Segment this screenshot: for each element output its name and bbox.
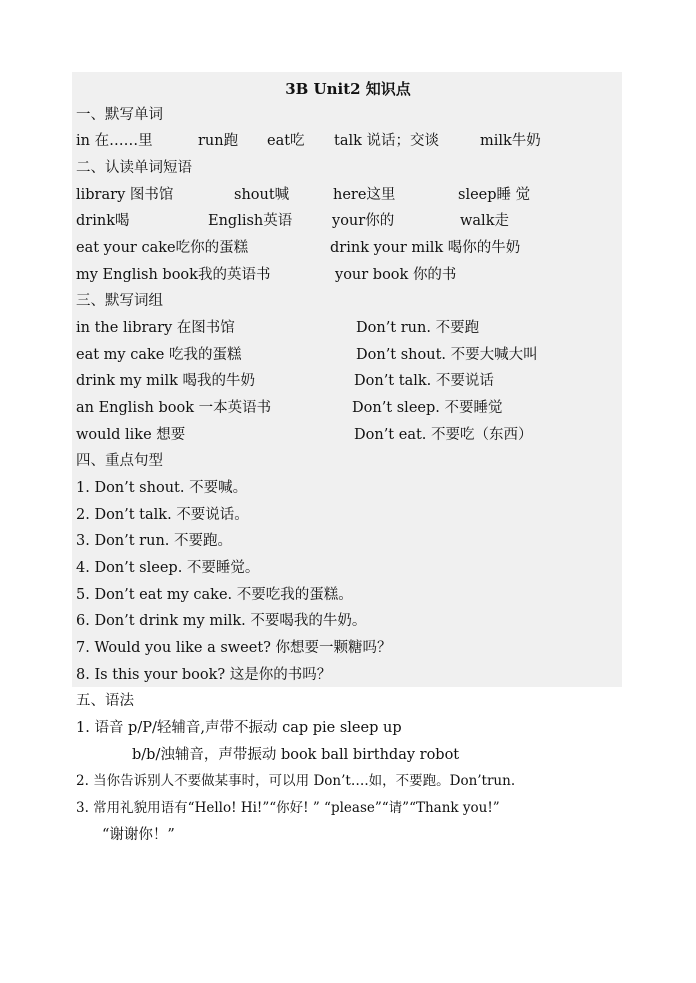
- sentence-item: 8. Is this your book? 这是你的书吗？: [76, 667, 332, 683]
- grammar-item: 2. 当你告诉别人不要做某事时，可以用 Don’t….如，不要跑。Don’trun.: [76, 773, 516, 789]
- section-3-row: [76, 317, 621, 339]
- document-title: 3B Unit2 知识点: [285, 80, 411, 98]
- phrase-item: walk走: [460, 213, 509, 229]
- word-item: milk牛奶: [480, 133, 541, 149]
- sentence-item: 2. Don’t talk. 不要说话。: [76, 507, 249, 523]
- phrase-item: drink喝: [76, 213, 130, 229]
- word-item: eat吃: [267, 133, 305, 149]
- sentence-item: 1. Don’t shout. 不要喊。: [76, 480, 248, 496]
- section-3-heading: 三、默写词组: [76, 293, 163, 309]
- phrase-item: Don’t eat. 不要吃（东西）: [354, 427, 533, 443]
- phrase-item: would like 想要: [76, 427, 186, 443]
- phrase-item: drink my milk 喝我的牛奶: [76, 373, 256, 389]
- section-2-row: [76, 264, 616, 286]
- sentence-item: 4. Don’t sleep. 不要睡觉。: [76, 560, 260, 576]
- phrase-item: in the library 在图书馆: [76, 320, 235, 336]
- phrase-item: sleep睡 觉: [458, 187, 531, 203]
- section-2-heading: 二、认读单词短语: [76, 160, 192, 176]
- phrase-item: library 图书馆: [76, 187, 174, 203]
- phrase-item: Don’t shout. 不要大喊大叫: [356, 347, 538, 363]
- grammar-item: 3. 常用礼貌用语有“Hello! Hi!”“你好! ” “please”“请”“Thank you!”: [76, 800, 500, 816]
- sentence-item: 6. Don’t drink my milk. 不要喝我的牛奶。: [76, 613, 367, 629]
- section-2-row: [76, 237, 616, 259]
- section-1-heading: 一、默写单词: [76, 107, 163, 123]
- sentence-item: 3. Don’t run. 不要跑。: [76, 533, 233, 549]
- phrase-item: your你的: [332, 213, 395, 229]
- phrase-item: an English book 一本英语书: [76, 400, 272, 416]
- section-5-heading: 五、语法: [76, 693, 134, 709]
- section-3-row: [76, 370, 621, 392]
- phrase-item: Don’t run. 不要跑: [356, 320, 480, 336]
- word-item: talk 说话；交谈: [334, 133, 440, 149]
- phrase-item: Don’t sleep. 不要睡觉: [352, 400, 503, 416]
- phrase-item: drink your milk 喝你的牛奶: [330, 240, 521, 256]
- grammar-item: b/b/浊辅音，声带振动 book ball birthday robot: [132, 747, 460, 763]
- word-item: in 在……里: [76, 133, 153, 149]
- phrase-item: English英语: [208, 213, 293, 229]
- grammar-item: “谢谢你！”: [102, 827, 175, 843]
- phrase-item: your book 你的书: [335, 267, 457, 283]
- phrase-item: here这里: [333, 187, 396, 203]
- sentence-item: 7. Would you like a sweet? 你想要一颗糖吗？: [76, 640, 392, 656]
- section-2-row: [76, 210, 616, 232]
- phrase-item: eat my cake 吃我的蛋糕: [76, 347, 242, 363]
- section-1-words: [76, 130, 616, 152]
- grammar-item: 1. 语音 p/P/轻辅音,声带不振动 cap pie sleep up: [76, 720, 402, 736]
- phrase-item: shout喊: [234, 187, 290, 203]
- phrase-item: Don’t talk. 不要说话: [354, 373, 494, 389]
- section-2-row: [76, 184, 616, 206]
- section-3-row: [76, 344, 621, 366]
- phrase-item: my English book我的英语书: [76, 267, 271, 283]
- section-3-row: [76, 424, 621, 446]
- phrase-item: eat your cake吃你的蛋糕: [76, 240, 249, 256]
- section-4-heading: 四、重点句型: [76, 453, 163, 469]
- word-item: run跑: [198, 133, 239, 149]
- sentence-item: 5. Don’t eat my cake. 不要吃我的蛋糕。: [76, 587, 353, 603]
- section-3-row: [76, 397, 621, 419]
